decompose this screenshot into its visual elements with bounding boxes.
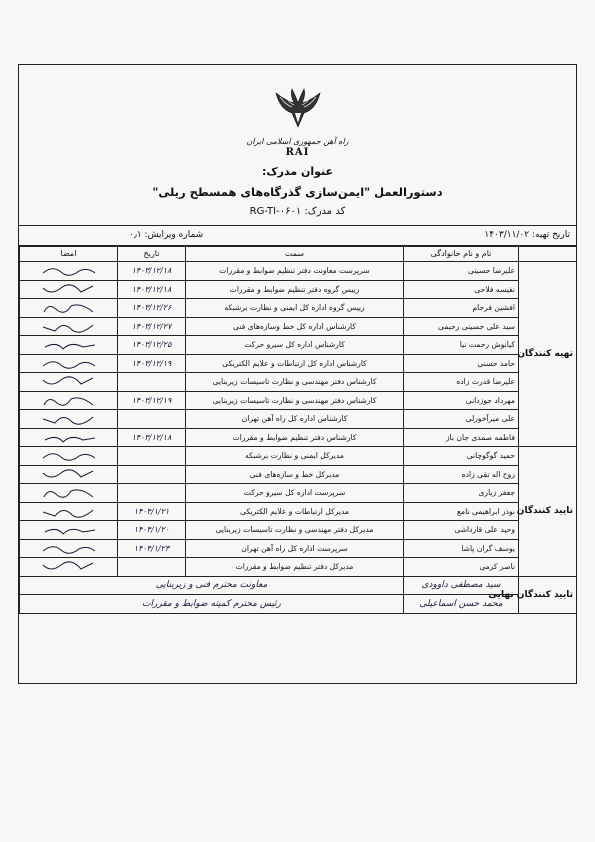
cell-name: علیرضا حسینی xyxy=(404,262,519,281)
signature-scrawl xyxy=(41,541,97,556)
signature-scrawl xyxy=(41,504,97,519)
signature-scrawl xyxy=(41,319,97,334)
cell-signature xyxy=(20,317,118,336)
signature-scrawl xyxy=(41,448,97,463)
cell-position: کارشناس اداره کل خط وسازه‌های فنی xyxy=(186,317,404,336)
cell-date: ۱۴۰۳/۱۲/۱۹ xyxy=(118,391,186,410)
cell-name: کیانوش رحمت نیا xyxy=(404,336,519,355)
signature-scrawl xyxy=(41,337,97,352)
cell-position: مدیرکل ارتباطات و علایم الکتریکی xyxy=(186,502,404,521)
table-row xyxy=(20,447,577,466)
cell-position: رییس گروه اداره کل ایمنی و نظارت برشبکه xyxy=(186,299,404,318)
cell-name: حمید گوگوچانی xyxy=(404,447,519,466)
cell-position: مدیرکل دفتر مهندسی و نظارت تاسیسات زیربنایی xyxy=(186,521,404,540)
cell-signature xyxy=(20,410,118,429)
header-position: سمت xyxy=(186,246,404,262)
logo-text: RAI xyxy=(285,147,310,158)
cell-signature xyxy=(20,465,118,484)
cell-name: محمد حسن اسماعیلی xyxy=(404,595,519,614)
cell-position: کارشناس اداره کل ارتباطات و علایم الکتریکی xyxy=(186,354,404,373)
table-row xyxy=(20,558,577,577)
signature-scrawl xyxy=(41,356,97,371)
signature-scrawl xyxy=(41,263,97,278)
cell-position: سرپرست معاونت دفتر تنظیم ضوابط و مقررات xyxy=(186,262,404,281)
revision-number: شماره ویرایش: ۰٫۱ xyxy=(129,230,204,240)
cell-signature xyxy=(20,558,118,577)
table-row xyxy=(20,484,577,503)
cell-signature xyxy=(20,262,118,281)
signature-scrawl xyxy=(41,300,97,315)
signature-scrawl xyxy=(41,411,97,426)
signature-scrawl xyxy=(41,374,97,389)
cell-position: مدیرکل ایمنی و نظارت برشبکه xyxy=(186,447,404,466)
table-row xyxy=(20,502,577,521)
cell-date: ۱۴۰۳/۱۲/۱۸ xyxy=(118,262,186,281)
table-row xyxy=(20,428,577,447)
cell-position: رئیس محترم کمیته ضوابط و مقررات xyxy=(20,595,404,614)
table-row xyxy=(20,521,577,540)
document-frame xyxy=(18,64,577,684)
signature-scrawl xyxy=(41,522,97,537)
cell-date: ۱۴۰۴/۱/۲۱ xyxy=(118,502,186,521)
table-row xyxy=(20,391,577,410)
cell-name: فاطمه صمدی جان باز xyxy=(404,428,519,447)
signature-scrawl xyxy=(41,559,97,574)
table-body xyxy=(20,262,577,614)
cell-name: حامد حسنی xyxy=(404,354,519,373)
cell-name: روح اله تقی زاده xyxy=(404,465,519,484)
winged-emblem-icon xyxy=(272,83,324,135)
cell-name: نوذر ابراهیمی تامع xyxy=(404,502,519,521)
cell-position: مدیرکل دفتر تنظیم ضوابط و مقررات xyxy=(186,558,404,577)
table-row xyxy=(20,317,577,336)
group-label: تایید کنندگان نهایی xyxy=(519,576,577,613)
cell-signature xyxy=(20,354,118,373)
cell-signature xyxy=(20,428,118,447)
cell-date: ۱۴۰۳/۱۲/۲۶ xyxy=(118,299,186,318)
table-row xyxy=(20,262,577,281)
rai-logo xyxy=(19,83,576,135)
cell-date: ۱۴۰۳/۱۲/۲۷ xyxy=(118,317,186,336)
signature-scrawl xyxy=(41,393,97,408)
cell-position: مدیرکل خط و سازه‌های فنی xyxy=(186,465,404,484)
cell-position: معاونت محترم فنی و زیربنایی xyxy=(20,576,404,595)
doc-code: کد مدرک: RG-TI-۰۶۰۱ xyxy=(249,206,346,217)
cell-position: سرپرست اداره کل راه آهن تهران xyxy=(186,539,404,558)
group-label: تهیه کنندگان xyxy=(519,262,577,447)
cell-date xyxy=(118,373,186,392)
cell-name: سید مصطفی داوودی xyxy=(404,576,519,595)
cell-date xyxy=(118,484,186,503)
cell-position: کارشناس دفتر تنظیم ضوابط و مقررات xyxy=(186,428,404,447)
table-row xyxy=(20,280,577,299)
table-row xyxy=(20,354,577,373)
cell-position: سرپرست اداره کل سیرو حرکت xyxy=(186,484,404,503)
signature-table xyxy=(19,245,577,614)
cell-position: کارشناس دفتر مهندسی و نظارت تاسیسات زیربنایی xyxy=(186,373,404,392)
cell-signature xyxy=(20,336,118,355)
cell-name: جعفر زیاری xyxy=(404,484,519,503)
cell-date xyxy=(118,410,186,429)
cell-date: ۱۴۰۴/۱/۲۰ xyxy=(118,521,186,540)
table-row xyxy=(20,465,577,484)
cell-signature xyxy=(20,299,118,318)
header-signature: امضا xyxy=(20,246,118,262)
cell-signature xyxy=(20,539,118,558)
cell-signature xyxy=(20,502,118,521)
cell-date xyxy=(118,447,186,466)
meta-row xyxy=(19,225,576,247)
cell-name: یوسف گران پاشا xyxy=(404,539,519,558)
cell-date xyxy=(118,558,186,577)
cell-name: وحید علی قارداشی xyxy=(404,521,519,540)
table-row xyxy=(20,373,577,392)
cell-signature xyxy=(20,484,118,503)
table-row xyxy=(20,336,577,355)
table-row xyxy=(20,539,577,558)
table-row xyxy=(20,299,577,318)
signature-scrawl xyxy=(41,430,97,445)
group-label: تایید کنندگان xyxy=(519,447,577,577)
signature-scrawl xyxy=(41,282,97,297)
cell-date: ۱۴۰۴/۱/۲۳ xyxy=(118,539,186,558)
cell-signature xyxy=(20,373,118,392)
cell-name: سید علی حسینی رحیمی xyxy=(404,317,519,336)
table-header-row xyxy=(20,246,577,262)
header-date: تاریخ xyxy=(118,246,186,262)
org-name: راه آهن جمهوری اسلامی ایران xyxy=(246,137,349,146)
cell-name: افشین فرجام xyxy=(404,299,519,318)
cell-signature xyxy=(20,280,118,299)
header-name: نام و نام خانوادگی xyxy=(404,246,519,262)
signature-scrawl xyxy=(41,467,97,482)
cell-name: نفیسه فلاحی xyxy=(404,280,519,299)
doc-title: دستورالعمل "ایمن‌سازی گذرگاه‌های همسطح ریلی" xyxy=(152,185,443,199)
doc-title-label: عنوان مدرک: xyxy=(261,165,334,178)
cell-date: ۱۴۰۳/۱۲/۱۸ xyxy=(118,428,186,447)
prep-date: تاریخ تهیه: ۱۴۰۳/۱۱/۰۲ xyxy=(484,230,570,240)
cell-signature xyxy=(20,447,118,466)
cell-position: کارشناس دفتر مهندسی و نظارت تاسیسات زیربنایی xyxy=(186,391,404,410)
cell-name: علی میرآخورلی xyxy=(404,410,519,429)
header-group xyxy=(519,246,577,262)
cell-signature xyxy=(20,391,118,410)
cell-date xyxy=(118,465,186,484)
cell-signature xyxy=(20,521,118,540)
signature-scrawl xyxy=(41,485,97,500)
table-row xyxy=(20,410,577,429)
cell-name: علیرضا قدرت زاده xyxy=(404,373,519,392)
cell-date: ۱۴۰۳/۱۲/۱۸ xyxy=(118,280,186,299)
cell-date: ۱۴۰۳/۱۲/۲۵ xyxy=(118,336,186,355)
cell-date: ۱۴۰۳/۱۲/۱۹ xyxy=(118,354,186,373)
cell-position: کارشناس اداره کل سیرو حرکت xyxy=(186,336,404,355)
cell-name: ناصر کرمی xyxy=(404,558,519,577)
cell-position: کارشناس اداره کل راه آهن تهران xyxy=(186,410,404,429)
table-row xyxy=(20,576,577,595)
cell-position: رییس گروه دفتر تنظیم ضوابط و مقررات xyxy=(186,280,404,299)
cell-name: مهرداد جوزدانی xyxy=(404,391,519,410)
